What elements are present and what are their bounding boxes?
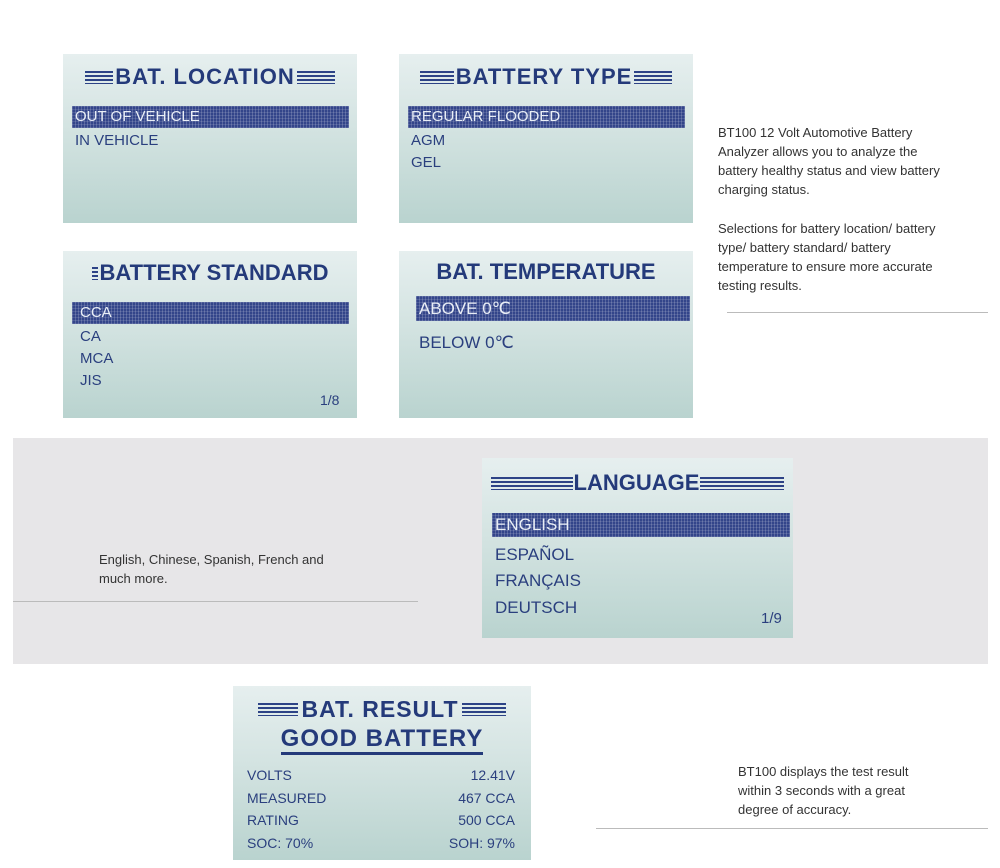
title-bars-right: [700, 477, 784, 490]
option-francais[interactable]: FRANÇAIS: [495, 571, 581, 590]
bat-temperature-title: BAT. TEMPERATURE: [436, 259, 656, 284]
page-indicator: 1/8: [320, 392, 340, 408]
option-mca[interactable]: MCA: [80, 350, 114, 367]
result-row-volts: [247, 767, 515, 783]
result-label: VOLTS: [247, 767, 292, 783]
soc-value: SOC: 70%: [247, 835, 314, 851]
title-bars-left: [420, 71, 454, 84]
soh-value: SOH: 97%: [448, 835, 515, 851]
option-gel[interactable]: GEL: [411, 154, 442, 171]
battery-standard-title-row: [63, 260, 357, 286]
option-jis[interactable]: JIS: [80, 372, 102, 389]
option-in-vehicle[interactable]: IN VEHICLE: [75, 132, 159, 149]
description-line: battery healthy status and view battery: [718, 163, 940, 178]
bat-result-screen: [233, 686, 531, 860]
divider: [727, 312, 988, 313]
result-label: RATING: [247, 812, 299, 828]
description-line: charging status.: [718, 182, 810, 197]
option-espanol[interactable]: ESPAÑOL: [495, 545, 575, 564]
divider: [13, 601, 418, 602]
battery-status: GOOD BATTERY: [281, 726, 484, 755]
bat-location-title: BAT. LOCATION: [115, 64, 295, 89]
option-below-0c[interactable]: BELOW 0℃: [419, 333, 514, 352]
result-row-rating: [247, 812, 515, 828]
description-line: Analyzer allows you to analyze the: [718, 144, 918, 159]
language-screen: [482, 458, 793, 638]
description-line: degree of accuracy.: [738, 802, 852, 817]
selected-option-above-0c[interactable]: ABOVE 0℃: [416, 296, 690, 321]
result-value: 500 CCA: [458, 812, 515, 828]
battery-standard-title: BATTERY STANDARD: [99, 260, 329, 285]
title-bars-left: [258, 703, 298, 716]
battery-standard-screen: [63, 251, 357, 418]
divider: [596, 828, 988, 829]
description-line: testing results.: [718, 278, 802, 293]
selected-option-cca[interactable]: CCA: [72, 302, 349, 324]
battery-type-title: BATTERY TYPE: [455, 64, 633, 89]
description-line: within 3 seconds with a great: [738, 783, 905, 798]
title-bars-left: [491, 477, 573, 490]
description-line: much more.: [99, 571, 168, 586]
languages-description: [99, 550, 399, 588]
result-value: 467 CCA: [458, 790, 515, 806]
result-label: MEASURED: [247, 790, 327, 806]
option-ca[interactable]: CA: [80, 328, 101, 345]
language-title-row: [482, 470, 793, 496]
title-bars-left: [92, 267, 98, 280]
bat-location-title-row: [63, 64, 357, 90]
title-bars-left: [85, 71, 113, 84]
selected-option-regular-flooded[interactable]: REGULAR FLOODED: [408, 106, 685, 128]
result-row-soc-soh: [247, 835, 515, 851]
selected-option-english[interactable]: ENGLISH: [492, 513, 790, 537]
bat-result-title: BAT. RESULT: [301, 695, 459, 722]
description-line: type/ battery standard/ battery: [718, 240, 891, 255]
language-title: LANGUAGE: [573, 470, 700, 495]
bat-temperature-screen: [399, 251, 693, 418]
result-description: [738, 762, 988, 819]
result-value: 12.41V: [470, 767, 515, 783]
option-deutsch[interactable]: DEUTSCH: [495, 598, 578, 617]
bat-result-title-row: [233, 696, 531, 722]
description-line: BT100 displays the test result: [738, 764, 909, 779]
page-indicator: 1/9: [761, 610, 782, 627]
selections-description: [718, 219, 988, 295]
description-line: Selections for battery location/ battery: [718, 221, 936, 236]
option-agm[interactable]: AGM: [411, 132, 446, 149]
selected-option-out-of-vehicle[interactable]: OUT OF VEHICLE: [72, 106, 349, 128]
bat-location-screen: [63, 54, 357, 223]
description-line: BT100 12 Volt Automotive Battery: [718, 125, 913, 140]
description-line: English, Chinese, Spanish, French and: [99, 552, 324, 567]
title-bars-right: [462, 703, 506, 716]
title-bars-right: [634, 71, 672, 84]
battery-type-screen: [399, 54, 693, 223]
description-line: temperature to ensure more accurate: [718, 259, 933, 274]
title-bars-right: [297, 71, 335, 84]
intro-description: [718, 123, 988, 199]
battery-status-row: [233, 726, 531, 754]
bat-temperature-title-row: [399, 259, 693, 285]
battery-type-title-row: [399, 64, 693, 90]
result-row-measured: [247, 790, 515, 806]
